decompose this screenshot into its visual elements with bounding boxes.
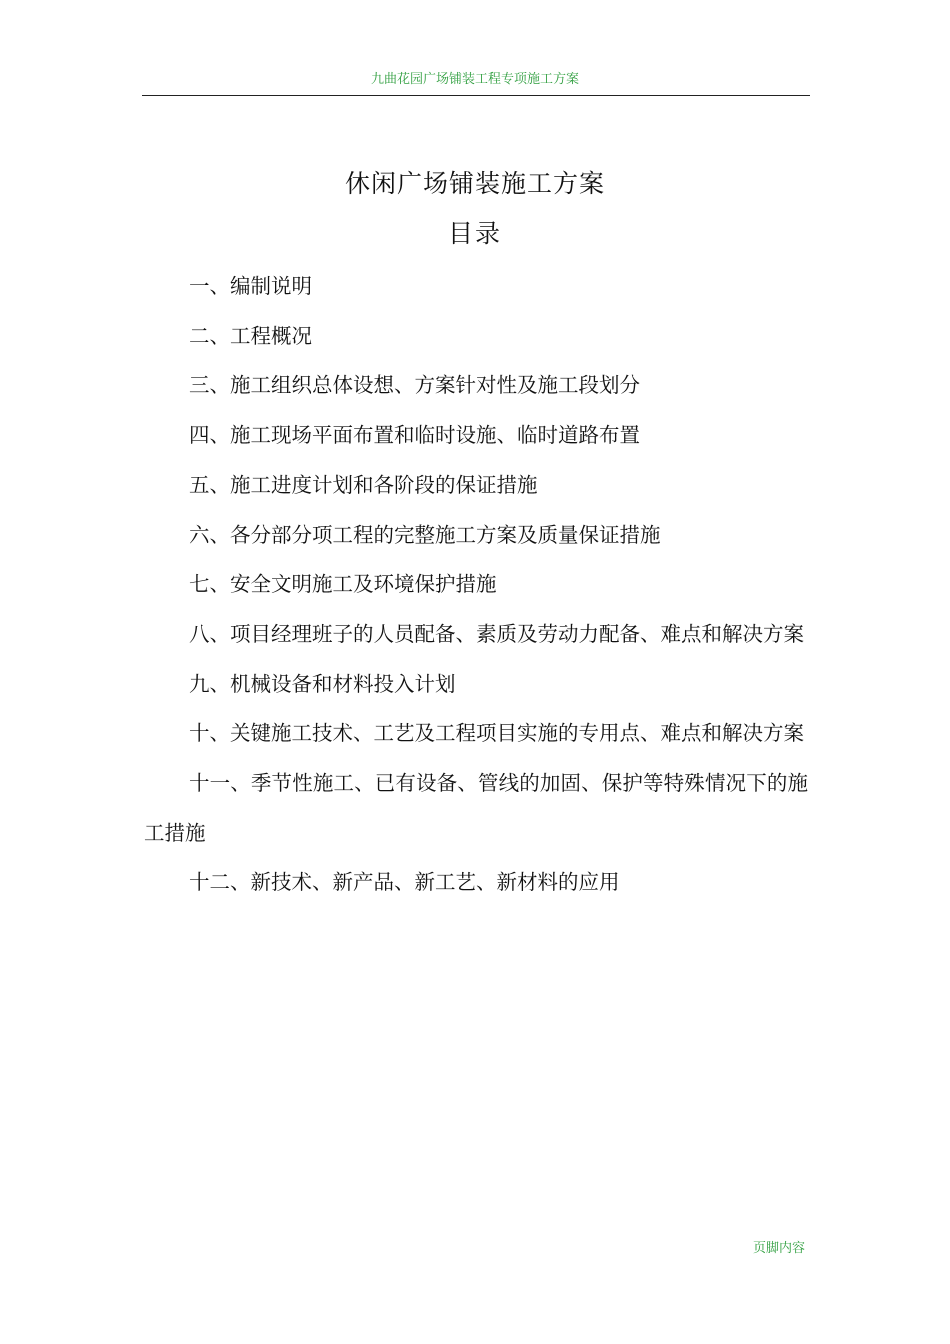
toc-item-9: 九、机械设备和材料投入计划: [189, 671, 456, 696]
toc-item-12: 十二、新技术、新产品、新工艺、新材料的应用: [189, 870, 620, 895]
table-of-contents: [144, 262, 808, 908]
toc-item-8: 八、项目经理班子的人员配备、素质及劳动力配备、难点和解决方案: [189, 621, 804, 646]
toc-heading: 目录: [447, 219, 502, 248]
toc-item-3: 三、施工组织总体设想、方案针对性及施工段划分: [189, 373, 640, 398]
toc-item-6: 六、各分部分项工程的完整施工方案及质量保证措施: [189, 522, 661, 547]
page-footer-text: 页脚内容: [753, 1241, 806, 1256]
page-header-text: 九曲花园广场铺装工程专项施工方案: [370, 72, 579, 87]
toc-item-1: 一、编制说明: [189, 274, 312, 298]
header-divider: [142, 95, 810, 96]
toc-item-5: 五、施工进度计划和各阶段的保证措施: [189, 472, 538, 497]
toc-item-4: 四、施工现场平面布置和临时设施、临时道路布置: [189, 423, 640, 448]
toc-item-10: 十、关键施工技术、工艺及工程项目实施的专用点、难点和解决方案: [189, 721, 804, 746]
document-title: 休闲广场铺装施工方案: [344, 169, 605, 198]
toc-item-2: 二、工程概况: [189, 323, 312, 348]
toc-item-7: 七、安全文明施工及环境保护措施: [189, 572, 497, 597]
toc-item-11: 十一、季节性施工、已有设备、管线的加固、保护等特殊情况下的施工措施: [144, 771, 808, 845]
